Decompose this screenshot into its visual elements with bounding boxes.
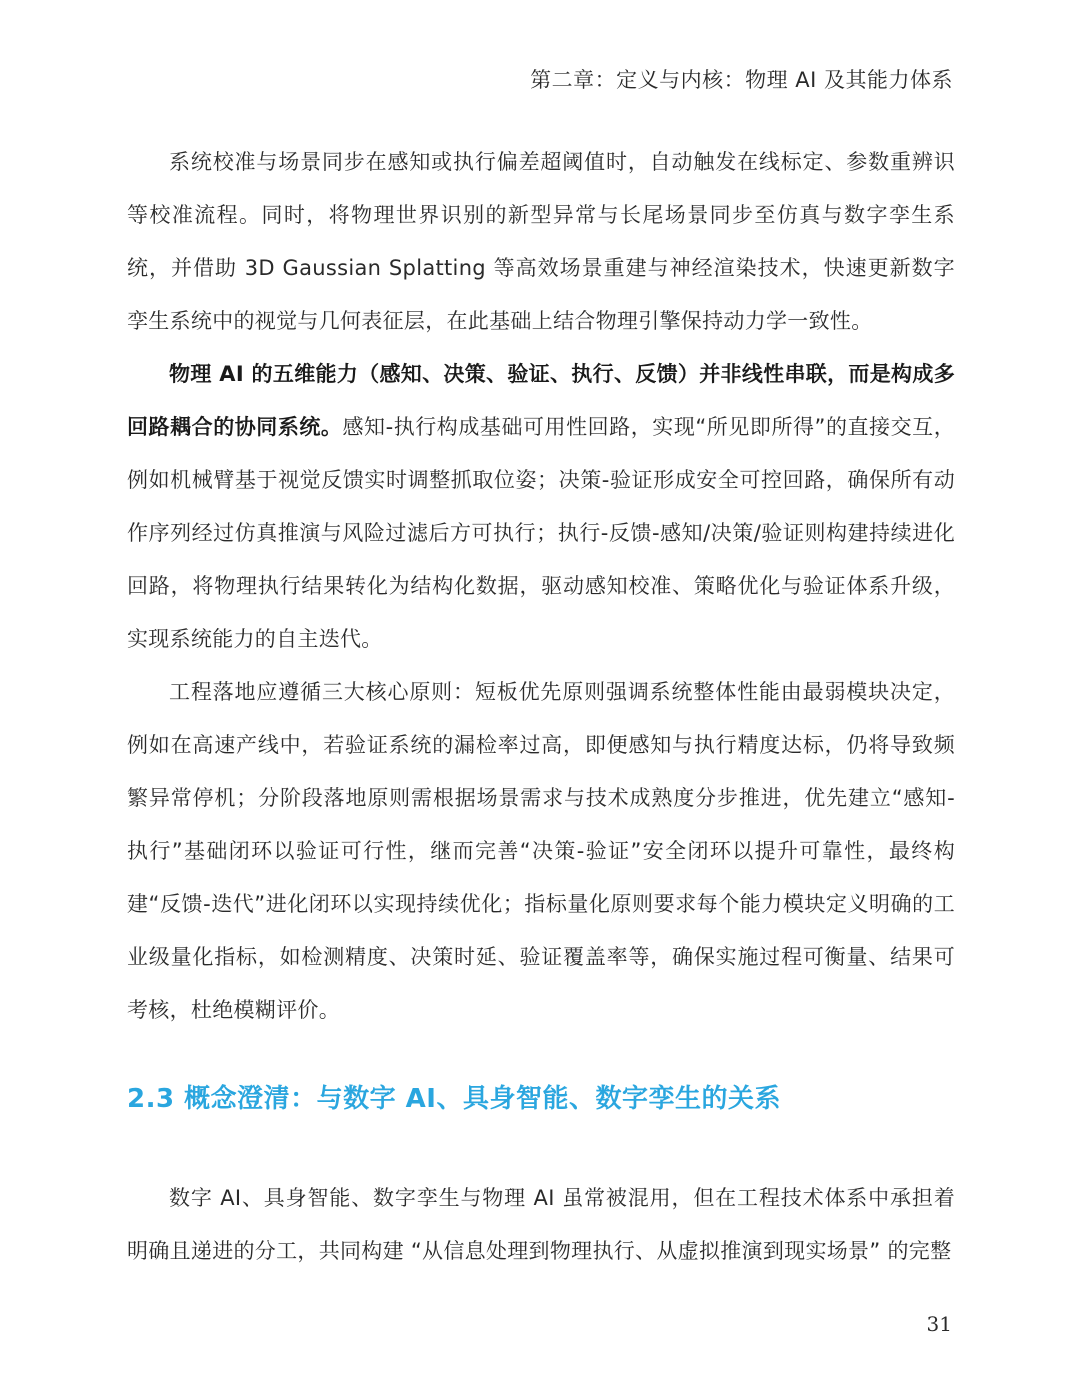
body-block-upper (127, 136, 955, 1037)
paragraph-five-capabilities-lead: 物理 AI 的五维能力（感知、决策、验证、执行、反馈）并非线性串联，而是构成多回路耦合的协同系统。 (127, 362, 955, 439)
page-number: 31 (926, 1312, 952, 1336)
body-block-lower (127, 1172, 955, 1278)
paragraph-calibration: 系统校准与场景同步在感知或执行偏差超阈值时，自动触发在线标定、参数重辨识等校准流程。同时，将物理世界识别的新型异常与长尾场景同步至仿真与数字孪生系统，并借助 3D Gaussian Splatting 等高效场景重建与神经渲染技术，快速更新数字孪生系统中的视觉与几何表征层，在此基础上结合物理引擎保持动力学一致性。 (127, 150, 955, 333)
paragraph-five-capabilities-body: 感知-执行构成基础可用性回路，实现“所见即所得”的直接交互，例如机械臂基于视觉反馈实时调整抓取位姿；决策-验证形成安全可控回路，确保所有动作序列经过仿真推演与风险过滤后方可执行；执行-反馈-感知/决策/验证则构建持续进化回路，将物理执行结果转化为结构化数据，驱动感知校准、策略优化与验证体系升级，实现系统能力的自主迭代。 (127, 415, 955, 651)
paragraph-engineering-principles: 工程落地应遵循三大核心原则：短板优先原则强调系统整体性能由最弱模块决定，例如在高速产线中，若验证系统的漏检率过高，即便感知与执行精度达标，仍将导致频繁异常停机；分阶段落地原则需根据场景需求与技术成熟度分步推进，优先建立“感知-执行”基础闭环以验证可行性，继而完善“决策-验证”安全闭环以提升可靠性，最终构建“反馈-迭代”进化闭环以实现持续优化；指标量化原则要求每个能力模块定义明确的工业级量化指标，如检测精度、决策时延、验证覆盖率等，确保实施过程可衡量、结果可考核，杜绝模糊评价。 (127, 680, 955, 1022)
section-heading: 2.3 概念澄清：与数字 AI、具身智能、数字孪生的关系 (127, 1084, 781, 1114)
running-header: 第二章：定义与内核：物理 AI 及其能力体系 (530, 68, 953, 92)
paragraph-five-capabilities (127, 348, 955, 666)
paragraph-concept-clarification: 数字 AI、具身智能、数字孪生与物理 AI 虽常被混用，但在工程技术体系中承担着明确且递进的分工，共同构建 “从信息处理到物理执行、从虚拟推演到现实场景” 的完整 (127, 1186, 955, 1263)
